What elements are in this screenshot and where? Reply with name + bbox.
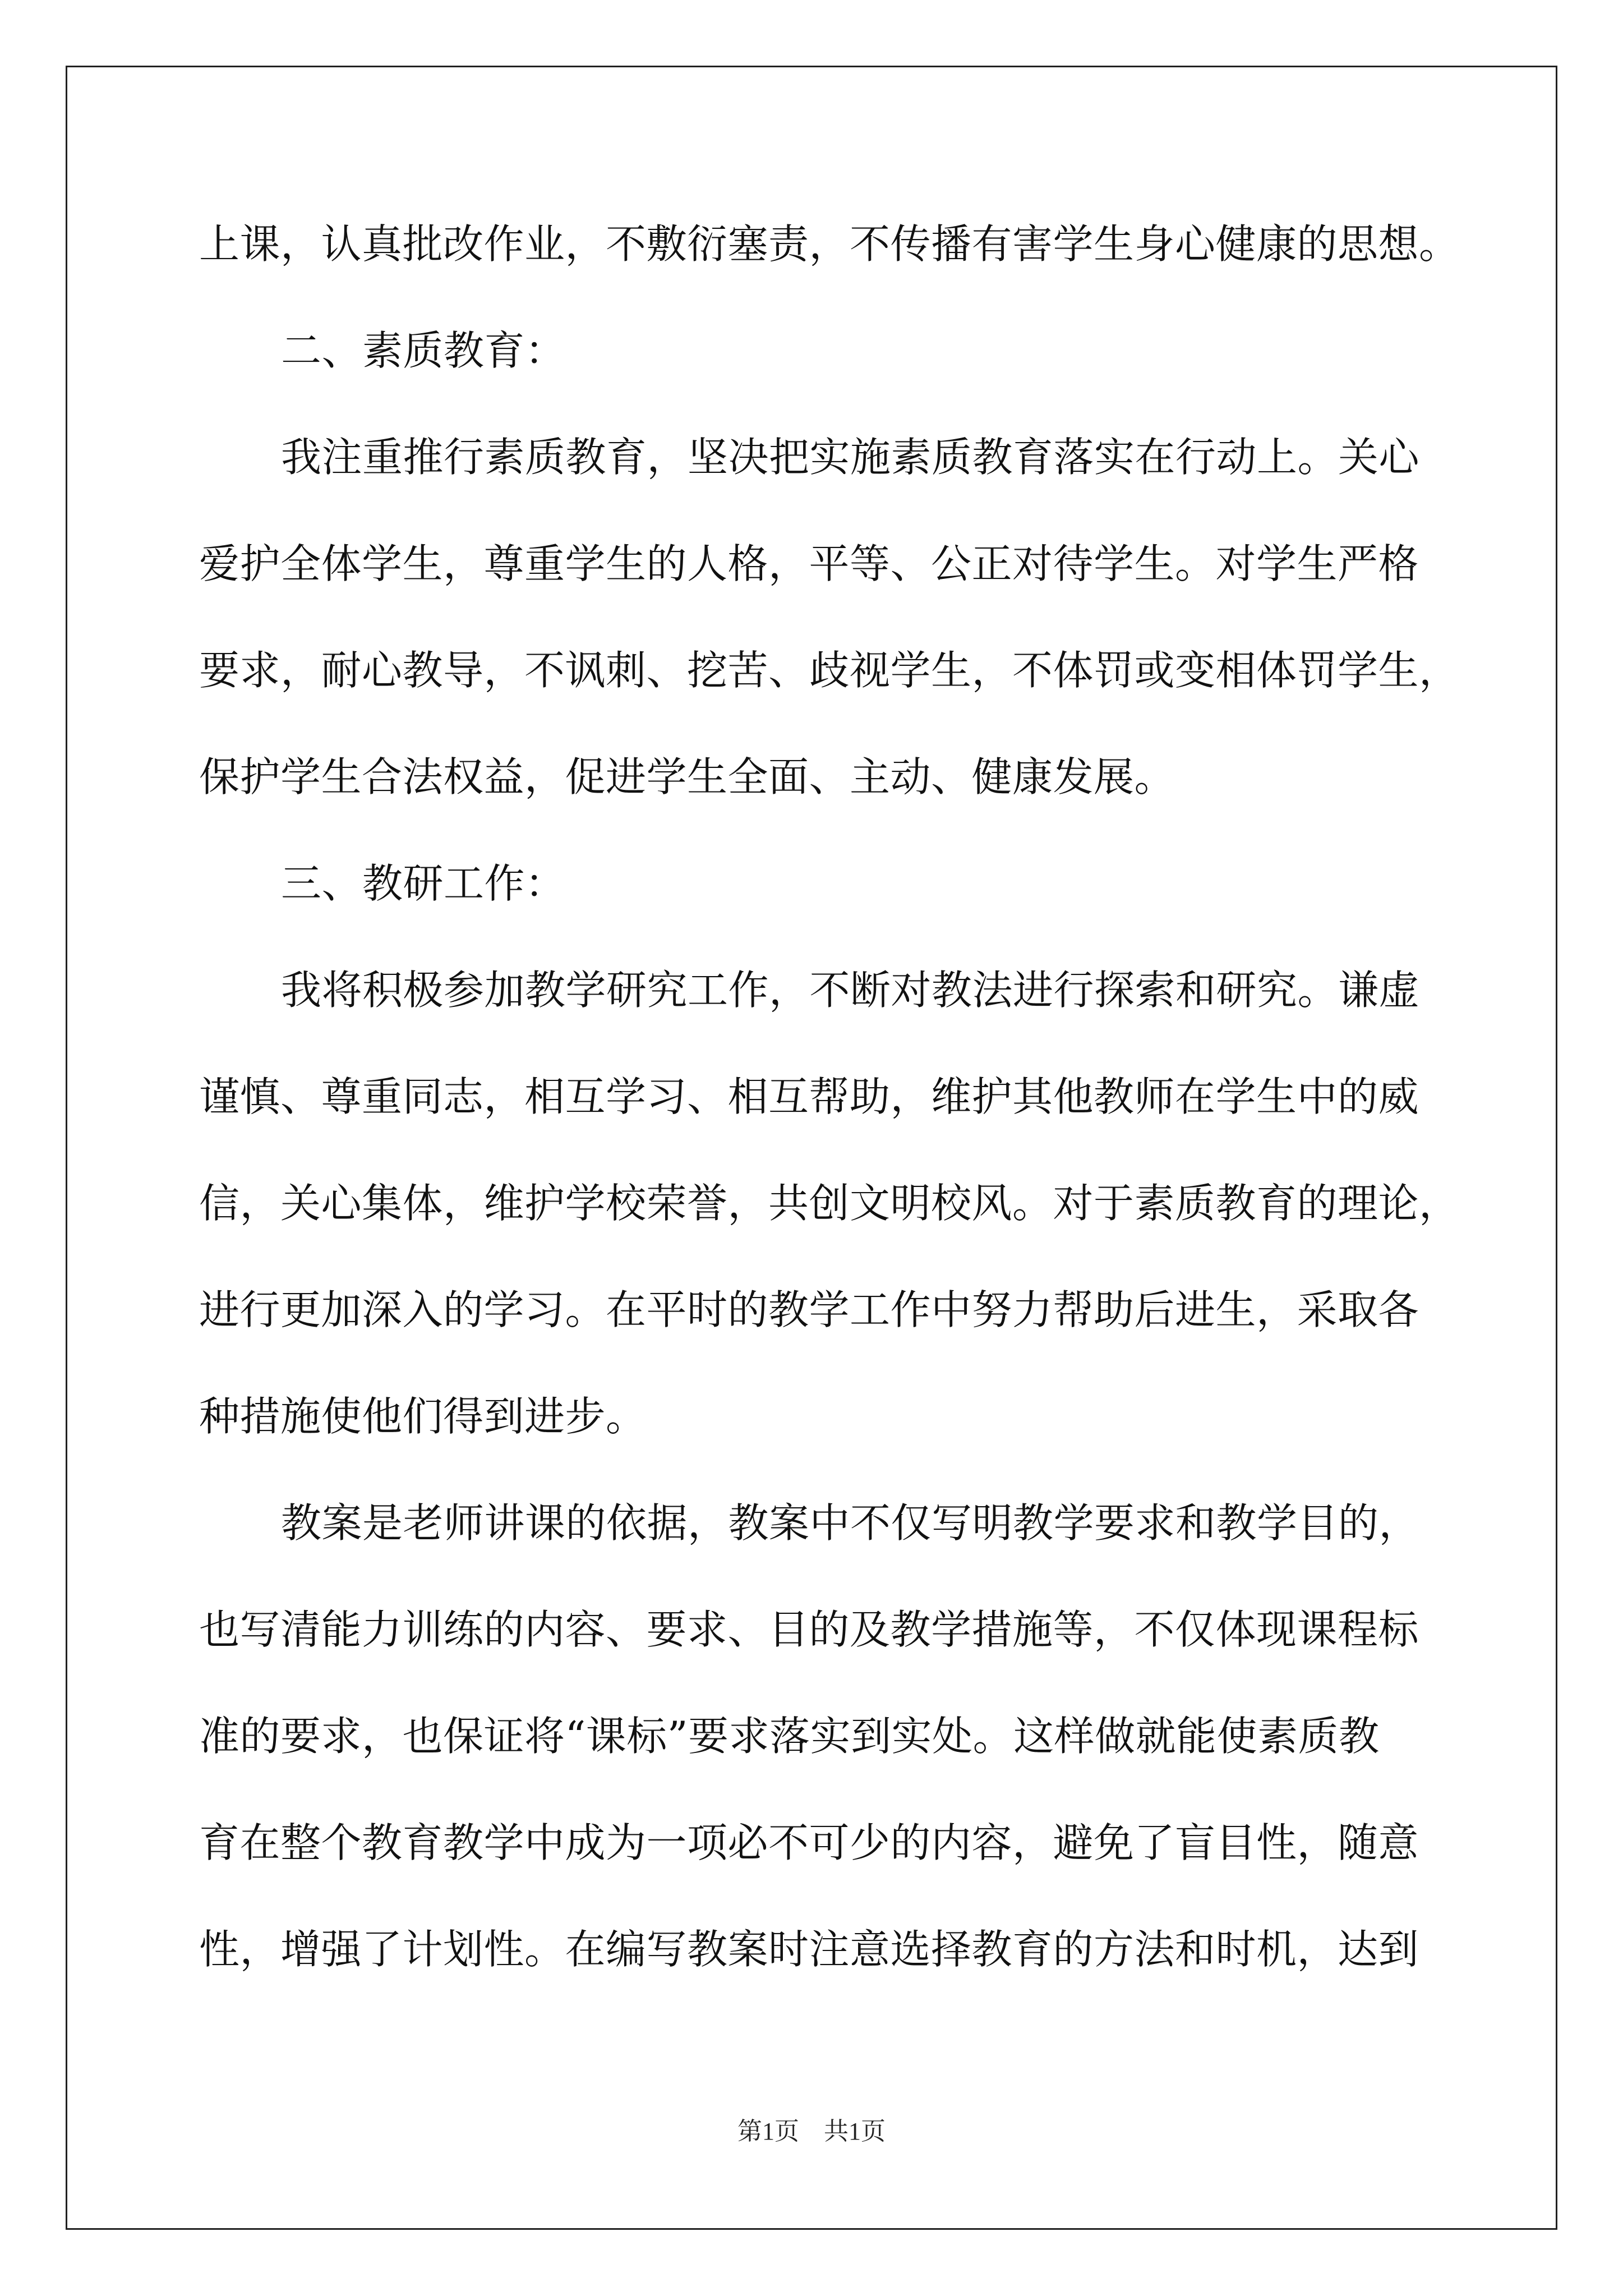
paragraph-line: 要求，耐心教导，不讽刺、挖苦、歧视学生，不体罚或变相体罚学生， [199,647,1460,694]
document-body [199,191,1460,2003]
paragraph-line: 进行更加深入的学习。在平时的教学工作中努力帮助后进生，采取各 [199,1286,1419,1333]
paragraph-line: 育在整个教育教学中成为一项必不可少的内容，避免了盲目性，随意 [199,1819,1419,1866]
paragraph-line: 上课，认真批改作业，不敷衍塞责，不传播有害学生身心健康的思想。 [199,220,1460,268]
paragraph-line: 我将积极参加教学研究工作，不断对教法进行探索和研究。谦虚 [281,967,1420,1014]
section-heading: 二、素质教育： [281,327,566,374]
paragraph-line: 准的要求，也保证将“课标”要求落实到实处。这样做就能使素质教 [199,1713,1380,1760]
paragraph-line: 教案是老师讲课的依据，教案中不仅写明教学要求和教学目的， [281,1499,1420,1547]
paragraph-line: 我注重推行素质教育，坚决把实施素质教育落实在行动上。关心 [281,434,1420,481]
section-heading: 三、教研工作： [281,860,566,907]
paragraph-line: 爱护全体学生，尊重学生的人格，平等、公正对待学生。对学生严格 [199,540,1419,587]
paragraph-line: 谨慎、尊重同志，相互学习、相互帮助，维护其他教师在学生中的威 [199,1073,1419,1120]
paragraph-line: 信，关心集体，维护学校荣誉，共创文明校风。对于素质教育的理论， [199,1180,1460,1227]
paragraph-line: 性，增强了计划性。在编写教案时注意选择教育的方法和时机，达到 [199,1926,1419,1973]
paragraph-line: 种措施使他们得到进步。 [199,1393,647,1440]
paragraph-line: 保护学生合法权益，促进学生全面、主动、健康发展。 [199,753,1175,800]
page-number-footer: 第1页 共1页 [737,2118,886,2145]
paragraph-line: 也写清能力训练的内容、要求、目的及教学措施等，不仅体现课程标 [199,1606,1419,1653]
